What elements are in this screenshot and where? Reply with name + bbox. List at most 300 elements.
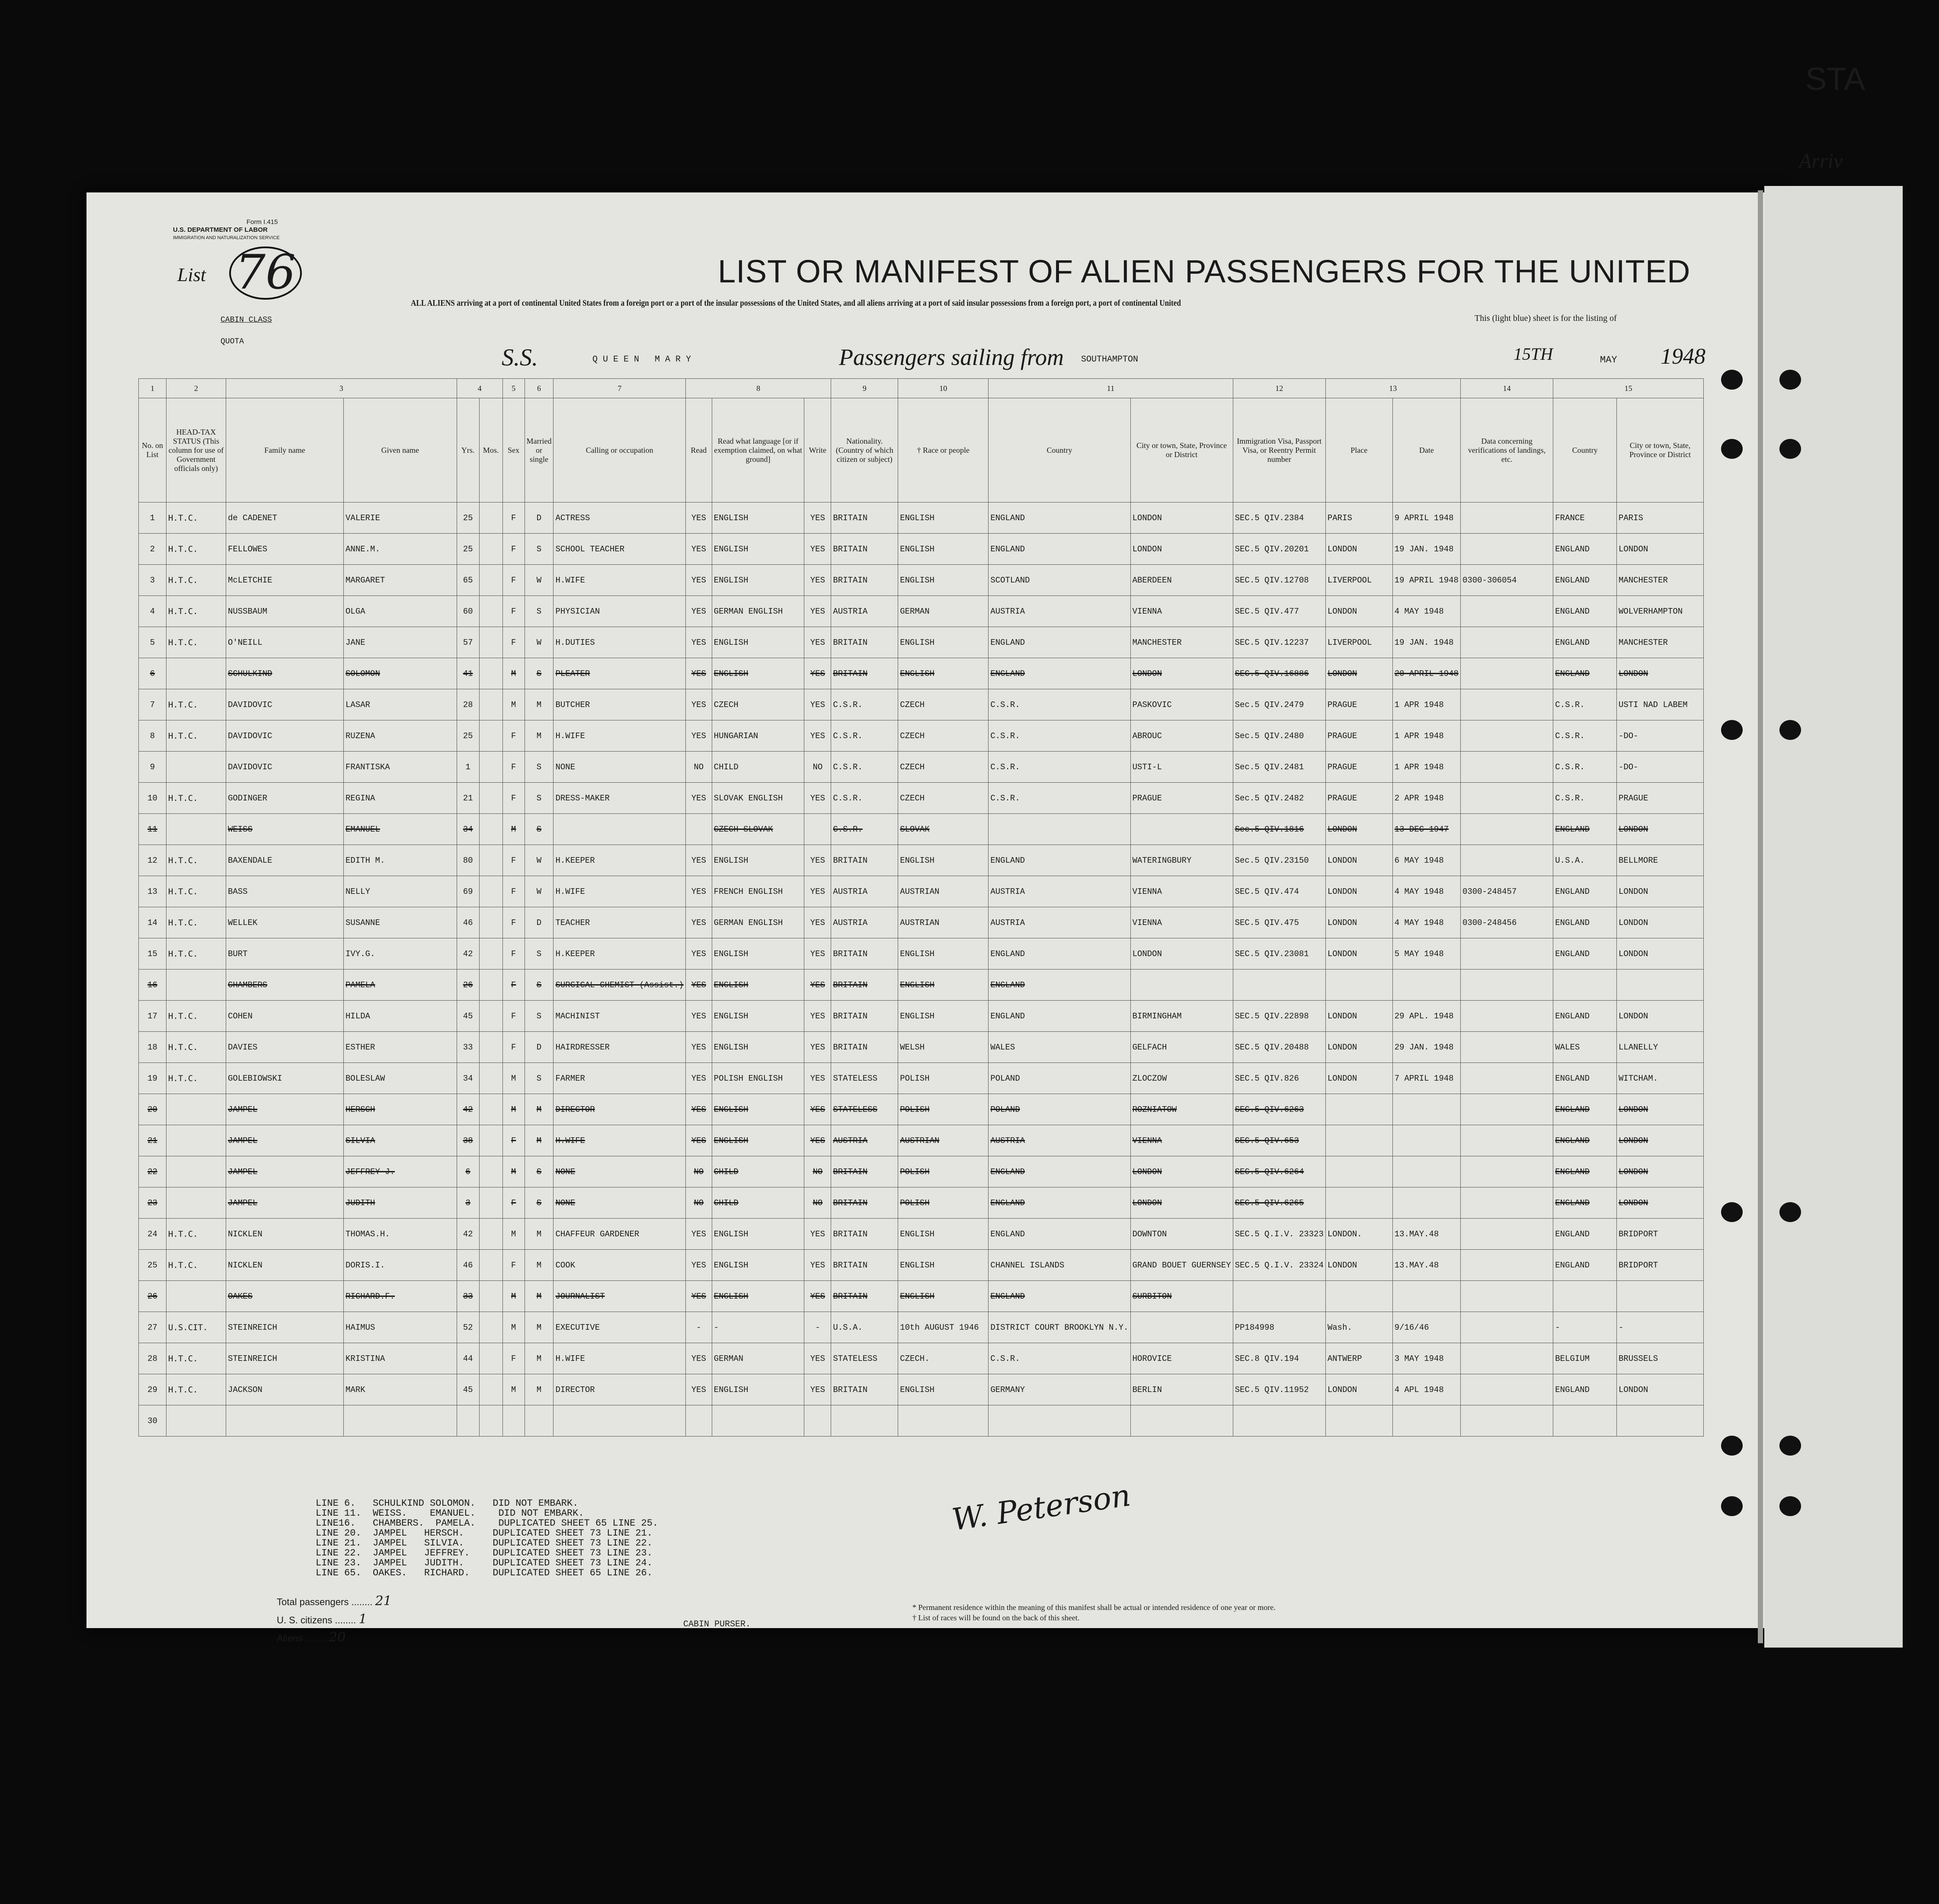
cell-lang: POLISH ENGLISH: [712, 1063, 804, 1094]
cell-write: YES: [804, 596, 831, 627]
cell-rcountry: ENGLAND: [1553, 1250, 1617, 1281]
cell-idate: 6 MAY 1948: [1392, 845, 1460, 876]
punch-hole: [1779, 1436, 1801, 1456]
cell-lang: ENGLISH: [712, 1001, 804, 1032]
cell-rcountry: U.S.A.: [1553, 845, 1617, 876]
cell-land: [1460, 1281, 1553, 1312]
cell-sex: M: [502, 1063, 525, 1094]
cell-write: -: [804, 1312, 831, 1343]
cell-nat: C.S.R.: [831, 720, 898, 752]
cell-bcity: SURBITON: [1130, 1281, 1233, 1312]
cell-bcountry: ENGLAND: [989, 1156, 1130, 1187]
h-calling: Calling or occupation: [554, 398, 685, 502]
cell-idate: 1 APR 1948: [1392, 752, 1460, 783]
cell-yrs: 65: [457, 565, 479, 596]
cell-bcountry: AUSTRIA: [989, 876, 1130, 907]
cell-rcity: LONDON: [1616, 876, 1703, 907]
cell-mos: [479, 1094, 502, 1125]
cell-visa: SEC.8 QIV.194: [1233, 1343, 1325, 1374]
cell-lang: ENGLISH: [712, 502, 804, 534]
cell-tax: [166, 1187, 226, 1219]
cell-nat: BRITAIN: [831, 1187, 898, 1219]
col-num: 9: [831, 379, 898, 398]
cell-bcity: VIENNA: [1130, 1125, 1233, 1156]
cell-ms: M: [525, 1125, 554, 1156]
cell-ms: S: [525, 814, 554, 845]
cell-visa: SEC.5 QIV.2384: [1233, 502, 1325, 534]
cell-sex: F: [502, 502, 525, 534]
cell-mos: [479, 970, 502, 1001]
cell-read: YES: [685, 845, 712, 876]
cell-family: STEINREICH: [226, 1312, 343, 1343]
cell-iplace: [1325, 1405, 1392, 1437]
cell-idate: [1392, 1094, 1460, 1125]
cell-lang: ENGLISH: [712, 845, 804, 876]
cell-occ: DIRECTOR: [554, 1374, 685, 1405]
cell-rcity: BRUSSELS: [1616, 1343, 1703, 1374]
cell-iplace: PRAGUE: [1325, 752, 1392, 783]
cell-ms: S: [525, 938, 554, 970]
cell-lang: HUNGARIAN: [712, 720, 804, 752]
cell-bcountry: AUSTRIA: [989, 907, 1130, 938]
cell-iplace: LONDON: [1325, 1063, 1392, 1094]
cell-land: [1460, 720, 1553, 752]
cell-mos: [479, 627, 502, 658]
cell-iplace: LONDON: [1325, 1374, 1392, 1405]
cell-write: YES: [804, 1343, 831, 1374]
cell-bcountry: DISTRICT COURT BROOKLYN N.Y.: [989, 1312, 1130, 1343]
cell-visa: SEC.5 QIV.20201: [1233, 534, 1325, 565]
cell-read: [685, 1405, 712, 1437]
cell-occ: NONE: [554, 752, 685, 783]
cell-bcity: LONDON: [1130, 502, 1233, 534]
cell-given: KRISTINA: [344, 1343, 457, 1374]
cell-idate: [1392, 1405, 1460, 1437]
cell-mos: [479, 1250, 502, 1281]
cell-bcountry: AUSTRIA: [989, 1125, 1130, 1156]
cell-rcountry: ENGLAND: [1553, 1156, 1617, 1187]
aliens-label: Aliens: [277, 1633, 303, 1644]
cell-bcity: VIENNA: [1130, 907, 1233, 938]
cell-sex: F: [502, 970, 525, 1001]
cell-race: ENGLISH: [898, 1374, 989, 1405]
cell-bcity: ABERDEEN: [1130, 565, 1233, 596]
cell-write: YES: [804, 534, 831, 565]
cell-mos: [479, 1374, 502, 1405]
cell-iplace: LONDON: [1325, 814, 1392, 845]
cell-nat: BRITAIN: [831, 502, 898, 534]
cell-ms: D: [525, 502, 554, 534]
cell-sex: F: [502, 752, 525, 783]
cell-rcity: BRIDPORT: [1616, 1219, 1703, 1250]
cell-ms: D: [525, 907, 554, 938]
cell-given: HILDA: [344, 1001, 457, 1032]
cell-sex: F: [502, 1001, 525, 1032]
cell-rcountry: [1553, 1405, 1617, 1437]
h-given: Given name: [344, 398, 457, 502]
cell-land: [1460, 845, 1553, 876]
cell-rcountry: [1553, 970, 1617, 1001]
cell-mos: [479, 1281, 502, 1312]
cell-read: YES: [685, 1032, 712, 1063]
cell-iplace: [1325, 1156, 1392, 1187]
cell-rcity: MANCHESTER: [1616, 627, 1703, 658]
cell-iplace: LONDON: [1325, 876, 1392, 907]
cell-yrs: 38: [457, 1125, 479, 1156]
cell-occ: TEACHER: [554, 907, 685, 938]
cell-sex: F: [502, 938, 525, 970]
form-number: Form I.415: [246, 218, 278, 226]
cell-read: NO: [685, 1187, 712, 1219]
cell-occ: PLEATER: [554, 658, 685, 689]
cell-iplace: LIVERPOOL: [1325, 627, 1392, 658]
cell-lang: -: [712, 1312, 804, 1343]
cell-lang: ENGLISH: [712, 1032, 804, 1063]
cell-lang: CZECH: [712, 689, 804, 720]
cell-family: STEINREICH: [226, 1343, 343, 1374]
cell-write: YES: [804, 845, 831, 876]
cell-land: [1460, 1032, 1553, 1063]
cell-rcity: WOLVERHAMPTON: [1616, 596, 1703, 627]
cell-no: 18: [139, 1032, 166, 1063]
cell-race: AUSTRIAN: [898, 907, 989, 938]
cell-bcity: MANCHESTER: [1130, 627, 1233, 658]
cell-ms: S: [525, 783, 554, 814]
cell-write: YES: [804, 1125, 831, 1156]
cell-land: [1460, 502, 1553, 534]
cell-idate: 7 APRIL 1948: [1392, 1063, 1460, 1094]
cell-given: ANNE.M.: [344, 534, 457, 565]
cell-race: WELSH: [898, 1032, 989, 1063]
cell-iplace: PRAGUE: [1325, 689, 1392, 720]
cell-yrs: 45: [457, 1374, 479, 1405]
cell-lang: GERMAN: [712, 1343, 804, 1374]
cell-family: WELLEK: [226, 907, 343, 938]
cell-no: 9: [139, 752, 166, 783]
cell-write: YES: [804, 720, 831, 752]
cell-no: 4: [139, 596, 166, 627]
passenger-row: [139, 565, 1704, 596]
cell-rcity: LONDON: [1616, 938, 1703, 970]
cell-iplace: LONDON: [1325, 596, 1392, 627]
cell-iplace: PARIS: [1325, 502, 1392, 534]
cell-idate: [1392, 970, 1460, 1001]
h-write: Write: [804, 398, 831, 502]
cell-yrs: 60: [457, 596, 479, 627]
cell-tax: H.T.C.: [166, 502, 226, 534]
cell-visa: PP184998: [1233, 1312, 1325, 1343]
passenger-row: [139, 783, 1704, 814]
cell-race: ENGLISH: [898, 938, 989, 970]
cell-family: COHEN: [226, 1001, 343, 1032]
cell-no: 5: [139, 627, 166, 658]
punch-hole: [1779, 370, 1801, 390]
cell-nat: BRITAIN: [831, 1281, 898, 1312]
cell-visa: SEC.5 QIV.474: [1233, 876, 1325, 907]
cell-race: AUSTRIAN: [898, 1125, 989, 1156]
cell-write: YES: [804, 970, 831, 1001]
cell-race: ENGLISH: [898, 658, 989, 689]
cell-bcity: WATERINGBURY: [1130, 845, 1233, 876]
cell-ms: M: [525, 720, 554, 752]
cell-land: 0300-248456: [1460, 907, 1553, 938]
cell-bcity: PRAGUE: [1130, 783, 1233, 814]
cell-nat: BRITAIN: [831, 845, 898, 876]
cell-no: 22: [139, 1156, 166, 1187]
cell-rcountry: ENGLAND: [1553, 658, 1617, 689]
cell-race: ENGLISH: [898, 1281, 989, 1312]
cell-tax: [166, 1125, 226, 1156]
cell-bcountry: GERMANY: [989, 1374, 1130, 1405]
cell-read: YES: [685, 1063, 712, 1094]
citizens-label: U. S. citizens: [277, 1615, 333, 1626]
cell-bcountry: C.S.R.: [989, 720, 1130, 752]
cell-idate: [1392, 1187, 1460, 1219]
cell-mos: [479, 658, 502, 689]
cell-write: YES: [804, 876, 831, 907]
cell-write: YES: [804, 1001, 831, 1032]
cell-iplace: PRAGUE: [1325, 783, 1392, 814]
cell-lang: CHILD: [712, 1156, 804, 1187]
cell-visa: SEC.5 QIV.12237: [1233, 627, 1325, 658]
cell-ms: M: [525, 1312, 554, 1343]
cell-mos: [479, 845, 502, 876]
cell-nat: BRITAIN: [831, 970, 898, 1001]
cell-write: YES: [804, 627, 831, 658]
cell-iplace: LONDON: [1325, 1001, 1392, 1032]
cell-tax: H.T.C.: [166, 907, 226, 938]
cell-land: [1460, 1063, 1553, 1094]
cell-yrs: 33: [457, 1032, 479, 1063]
cell-land: [1460, 1001, 1553, 1032]
cell-read: YES: [685, 1125, 712, 1156]
cell-occ: H.DUTIES: [554, 627, 685, 658]
cell-family: DAVIES: [226, 1032, 343, 1063]
cell-ms: S: [525, 1187, 554, 1219]
cell-land: [1460, 596, 1553, 627]
punch-hole: [1779, 1202, 1801, 1222]
cell-ms: [525, 1405, 554, 1437]
col-num: 8: [685, 379, 831, 398]
cell-mos: [479, 1032, 502, 1063]
cell-occ: FARMER: [554, 1063, 685, 1094]
cell-bcountry: ENGLAND: [989, 938, 1130, 970]
punch-hole: [1779, 720, 1801, 740]
cell-rcountry: C.S.R.: [1553, 752, 1617, 783]
passenger-row: [139, 1001, 1704, 1032]
total-passengers: Total passengers ........ 21: [277, 1594, 392, 1609]
cell-bcountry: ENGLAND: [989, 627, 1130, 658]
cell-rcity: PARIS: [1616, 502, 1703, 534]
cell-given: JUDITH: [344, 1187, 457, 1219]
cell-no: 16: [139, 970, 166, 1001]
cell-occ: HAIRDRESSER: [554, 1032, 685, 1063]
cell-write: YES: [804, 565, 831, 596]
cell-no: 24: [139, 1219, 166, 1250]
passenger-row: [139, 1374, 1704, 1405]
cell-land: [1460, 1187, 1553, 1219]
cell-write: YES: [804, 1219, 831, 1250]
cell-occ: SCHOOL TEACHER: [554, 534, 685, 565]
cell-given: SOLOMON: [344, 658, 457, 689]
cell-write: NO: [804, 752, 831, 783]
cell-yrs: 44: [457, 1343, 479, 1374]
cell-iplace: LONDON: [1325, 1032, 1392, 1063]
cell-sex: F: [502, 627, 525, 658]
cell-family: GOLEBIOWSKI: [226, 1063, 343, 1094]
cell-race: SLOVAK: [898, 814, 989, 845]
cell-nat: BRITAIN: [831, 938, 898, 970]
cell-ms: S: [525, 1063, 554, 1094]
cell-land: [1460, 1405, 1553, 1437]
passenger-row: [139, 720, 1704, 752]
cell-rcity: -DO-: [1616, 752, 1703, 783]
cell-idate: 4 MAY 1948: [1392, 907, 1460, 938]
cell-occ: H.KEEPER: [554, 845, 685, 876]
cell-family: GODINGER: [226, 783, 343, 814]
cell-bcity: VIENNA: [1130, 596, 1233, 627]
passenger-table: [138, 378, 1704, 1437]
cell-family: JAMPEL: [226, 1094, 343, 1125]
h-rcity: City or town, State, Province or District: [1616, 398, 1703, 502]
passenger-row: [139, 1312, 1704, 1343]
cell-rcountry: ENGLAND: [1553, 627, 1617, 658]
cell-bcountry: ENGLAND: [989, 970, 1130, 1001]
cell-sex: F: [502, 845, 525, 876]
passenger-row: [139, 1219, 1704, 1250]
cell-nat: BRITAIN: [831, 1374, 898, 1405]
cell-write: YES: [804, 1032, 831, 1063]
cell-yrs: 28: [457, 689, 479, 720]
cell-land: [1460, 1250, 1553, 1281]
passenger-row: [139, 627, 1704, 658]
cell-sex: F: [502, 1250, 525, 1281]
cell-rcity: -DO-: [1616, 720, 1703, 752]
cell-rcity: USTI NAD LABEM: [1616, 689, 1703, 720]
cell-sex: M: [502, 1374, 525, 1405]
cell-rcountry: ENGLAND: [1553, 596, 1617, 627]
cell-given: HERSCH: [344, 1094, 457, 1125]
cell-bcountry: ENGLAND: [989, 1187, 1130, 1219]
cell-tax: [166, 1281, 226, 1312]
cell-visa: [1233, 1405, 1325, 1437]
cell-land: [1460, 1094, 1553, 1125]
cell-occ: CHAFFEUR GARDENER: [554, 1219, 685, 1250]
cell-nat: BRITAIN: [831, 1250, 898, 1281]
cell-occ: DIRECTOR: [554, 1094, 685, 1125]
next-sheet-title: STA: [1805, 61, 1865, 97]
cell-bcountry: ENGLAND: [989, 502, 1130, 534]
cell-bcity: USTI-L: [1130, 752, 1233, 783]
h-nationality: Nationality. (Country of which citizen or subject): [831, 398, 898, 502]
cell-rcity: LONDON: [1616, 1125, 1703, 1156]
cell-iplace: LONDON: [1325, 845, 1392, 876]
list-number: 76: [229, 246, 302, 300]
cell-ms: M: [525, 1250, 554, 1281]
cell-sex: F: [502, 1187, 525, 1219]
cell-no: 13: [139, 876, 166, 907]
col-num: 13: [1325, 379, 1460, 398]
cell-family: JAMPEL: [226, 1156, 343, 1187]
cell-given: RUZENA: [344, 720, 457, 752]
cell-read: YES: [685, 502, 712, 534]
cell-read: YES: [685, 938, 712, 970]
cell-no: 10: [139, 783, 166, 814]
cell-no: 17: [139, 1001, 166, 1032]
cell-idate: 29 APL. 1948: [1392, 1001, 1460, 1032]
passenger-row: [139, 534, 1704, 565]
cell-yrs: 52: [457, 1312, 479, 1343]
cell-yrs: 46: [457, 1250, 479, 1281]
list-label: List: [177, 264, 206, 285]
cell-mos: [479, 1343, 502, 1374]
cell-mos: [479, 1063, 502, 1094]
passenger-row: [139, 1187, 1704, 1219]
cell-race: CZECH: [898, 689, 989, 720]
cell-no: 12: [139, 845, 166, 876]
cell-sex: F: [502, 565, 525, 596]
cell-occ: DRESS-MAKER: [554, 783, 685, 814]
cell-rcountry: ENGLAND: [1553, 876, 1617, 907]
cell-occ: MACHINIST: [554, 1001, 685, 1032]
cell-ms: W: [525, 845, 554, 876]
cell-race: CZECH.: [898, 1343, 989, 1374]
cell-family: JAMPEL: [226, 1125, 343, 1156]
cell-mos: [479, 752, 502, 783]
cell-rcity: PRAGUE: [1616, 783, 1703, 814]
cell-rcountry: ENGLAND: [1553, 1219, 1617, 1250]
cell-land: [1460, 1125, 1553, 1156]
footnote-races: † List of races will be found on the back of this sheet.: [912, 1613, 1080, 1622]
cell-given: SUSANNE: [344, 907, 457, 938]
passenger-row: [139, 938, 1704, 970]
cell-lang: ENGLISH: [712, 938, 804, 970]
cell-visa: SEC.5 QIV.475: [1233, 907, 1325, 938]
cell-mos: [479, 783, 502, 814]
cell-lang: ENGLISH: [712, 1094, 804, 1125]
cell-nat: C.S.R.: [831, 752, 898, 783]
cell-tax: H.T.C.: [166, 720, 226, 752]
cell-yrs: 41: [457, 658, 479, 689]
col-num: 10: [898, 379, 989, 398]
cell-given: DORIS.I.: [344, 1250, 457, 1281]
cell-idate: 4 MAY 1948: [1392, 876, 1460, 907]
cell-lang: ENGLISH: [712, 1374, 804, 1405]
cell-iplace: LONDON.: [1325, 1219, 1392, 1250]
cell-given: PAMELA: [344, 970, 457, 1001]
cell-race: CZECH: [898, 752, 989, 783]
cell-visa: SEC.5 QIV.6263: [1233, 1094, 1325, 1125]
cell-mos: [479, 876, 502, 907]
cell-land: [1460, 689, 1553, 720]
cell-occ: PHYSICIAN: [554, 596, 685, 627]
cell-idate: 3 MAY 1948: [1392, 1343, 1460, 1374]
h-mos: Mos.: [479, 398, 502, 502]
cell-land: [1460, 1343, 1553, 1374]
cell-given: FRANTISKA: [344, 752, 457, 783]
cell-ms: S: [525, 970, 554, 1001]
cell-tax: U.S.CIT.: [166, 1312, 226, 1343]
cell-visa: SEC.5 QIV.826: [1233, 1063, 1325, 1094]
cell-yrs: 69: [457, 876, 479, 907]
h-language: Read what language [or if exemption claimed, on what ground]: [712, 398, 804, 502]
cell-visa: SEC.5 QIV.22898: [1233, 1001, 1325, 1032]
cell-bcountry: SCOTLAND: [989, 565, 1130, 596]
cell-no: 11: [139, 814, 166, 845]
cell-tax: H.T.C.: [166, 938, 226, 970]
cell-rcountry: BELGIUM: [1553, 1343, 1617, 1374]
cell-idate: 13.MAY.48: [1392, 1250, 1460, 1281]
